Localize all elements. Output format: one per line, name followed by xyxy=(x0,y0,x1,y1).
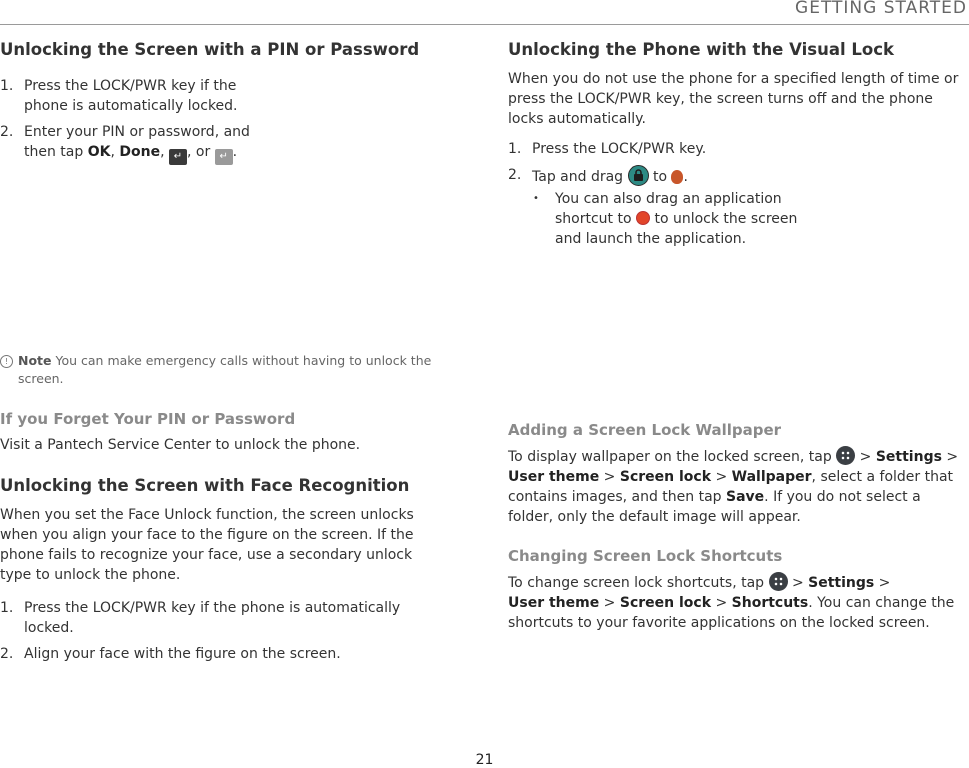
face-text: When you set the Face Unlock function, the screen unlocks when you align your face to the figure on the screen. If the phone fails to recognize your face, use a secondary unlock type to unlock the phone. xyxy=(0,507,414,583)
visual-step-2 xyxy=(508,165,969,187)
wallpaper-heading: Adding a Screen Lock Wallpaper xyxy=(508,421,782,439)
settings-label: Settings xyxy=(808,575,875,591)
face-heading: Unlocking the Screen with Face Recognition xyxy=(0,476,410,495)
step-text: Align your face with the figure on the screen. xyxy=(24,646,341,662)
separator: > xyxy=(941,449,959,465)
separator: > xyxy=(787,575,809,591)
period: . xyxy=(683,169,688,185)
separator: , xyxy=(110,144,120,160)
bullet-text: You can also drag an application shortcut to xyxy=(555,191,782,227)
enter-key-icon: ↵ xyxy=(169,149,187,165)
shortcuts-text xyxy=(508,572,969,633)
note-label: Note xyxy=(18,353,52,368)
unlock-target-icon xyxy=(671,170,683,184)
separator: , xyxy=(160,144,169,160)
user-theme-label: User theme xyxy=(508,595,600,611)
screen-lock-label: Screen lock xyxy=(619,469,712,485)
separator: > xyxy=(711,469,732,485)
visual-step-1 xyxy=(508,139,969,159)
screen-lock-label: Screen lock xyxy=(619,595,712,611)
pin-step-1 xyxy=(0,76,262,116)
wallpaper-label: Wallpaper xyxy=(731,469,812,485)
step-number: 2. xyxy=(508,167,522,183)
user-theme-label: User theme xyxy=(508,469,600,485)
note xyxy=(0,352,440,388)
step-text: Tap and drag xyxy=(532,169,628,185)
step-number: 2. xyxy=(0,646,14,662)
visual-bullet xyxy=(508,189,800,249)
forget-text: Visit a Pantech Service Center to unlock the phone. xyxy=(0,437,361,453)
period: . xyxy=(232,144,238,160)
separator: > xyxy=(599,595,620,611)
done-label: Done xyxy=(119,144,161,160)
separator: , or xyxy=(186,144,215,160)
step-number: 1. xyxy=(508,141,522,157)
separator: > xyxy=(599,469,620,485)
section-header-title: GETTING STARTED xyxy=(795,0,967,18)
app-shortcut-icon xyxy=(636,211,650,225)
header-rule xyxy=(0,24,969,25)
separator: > xyxy=(874,575,891,591)
step-text: Enter your PIN or password, and then tap xyxy=(24,124,250,160)
page-number: 21 xyxy=(475,752,494,768)
step-number: 1. xyxy=(0,78,14,94)
shortcuts-label: Shortcuts xyxy=(731,595,809,611)
shortcuts-heading: Changing Screen Lock Shortcuts xyxy=(508,547,783,565)
note-text: You can make emergency calls without having to unlock the screen. xyxy=(18,353,432,386)
visual-lock-heading: Unlocking the Phone with the Visual Lock xyxy=(508,40,894,59)
face-step-2 xyxy=(0,644,440,664)
separator: > xyxy=(711,595,732,611)
step-text: to xyxy=(648,169,672,185)
info-icon: ! xyxy=(0,355,13,368)
pin-heading: Unlocking the Screen with a PIN or Password xyxy=(0,40,420,59)
visual-lock-text: When you do not use the phone for a specified length of time or press the LOCK/PWR key, the screen turns off and the phone locks automatically. xyxy=(508,71,959,127)
step-number: 2. xyxy=(0,124,14,140)
face-step-1 xyxy=(0,598,440,638)
ok-label: OK xyxy=(87,144,111,160)
step-text: Press the LOCK/PWR key if the phone is automatically locked. xyxy=(24,600,401,636)
text: . If you do not select a folder, only the default image will appear. xyxy=(508,489,921,525)
bullet-dot: • xyxy=(533,193,539,204)
pin-step-2 xyxy=(0,122,262,165)
separator: > xyxy=(855,449,876,465)
settings-label: Settings xyxy=(875,449,942,465)
text: , select a folder that contains images, and then tap xyxy=(508,469,954,505)
left-column xyxy=(0,38,440,662)
step-text: Press the LOCK/PWR key. xyxy=(532,141,707,157)
lock-icon xyxy=(628,165,649,186)
text: To display wallpaper on the locked screen, tap xyxy=(508,449,837,465)
wallpaper-text xyxy=(508,446,969,527)
forget-heading: If you Forget Your PIN or Password xyxy=(0,410,296,428)
step-text: Press the LOCK/PWR key if the phone is automatically locked. xyxy=(24,78,238,114)
return-key-icon: ↵ xyxy=(215,149,233,165)
text: To change screen lock shortcuts, tap xyxy=(508,575,769,591)
right-column xyxy=(508,38,969,631)
bullet-text: to unlock the screen and launch the application. xyxy=(555,211,798,247)
menu-icon xyxy=(836,446,855,465)
save-label: Save xyxy=(726,489,765,505)
text: . You can change the shortcuts to your favorite applications on the locked screen. xyxy=(508,595,955,631)
step-number: 1. xyxy=(0,600,14,616)
menu-icon xyxy=(769,572,788,591)
